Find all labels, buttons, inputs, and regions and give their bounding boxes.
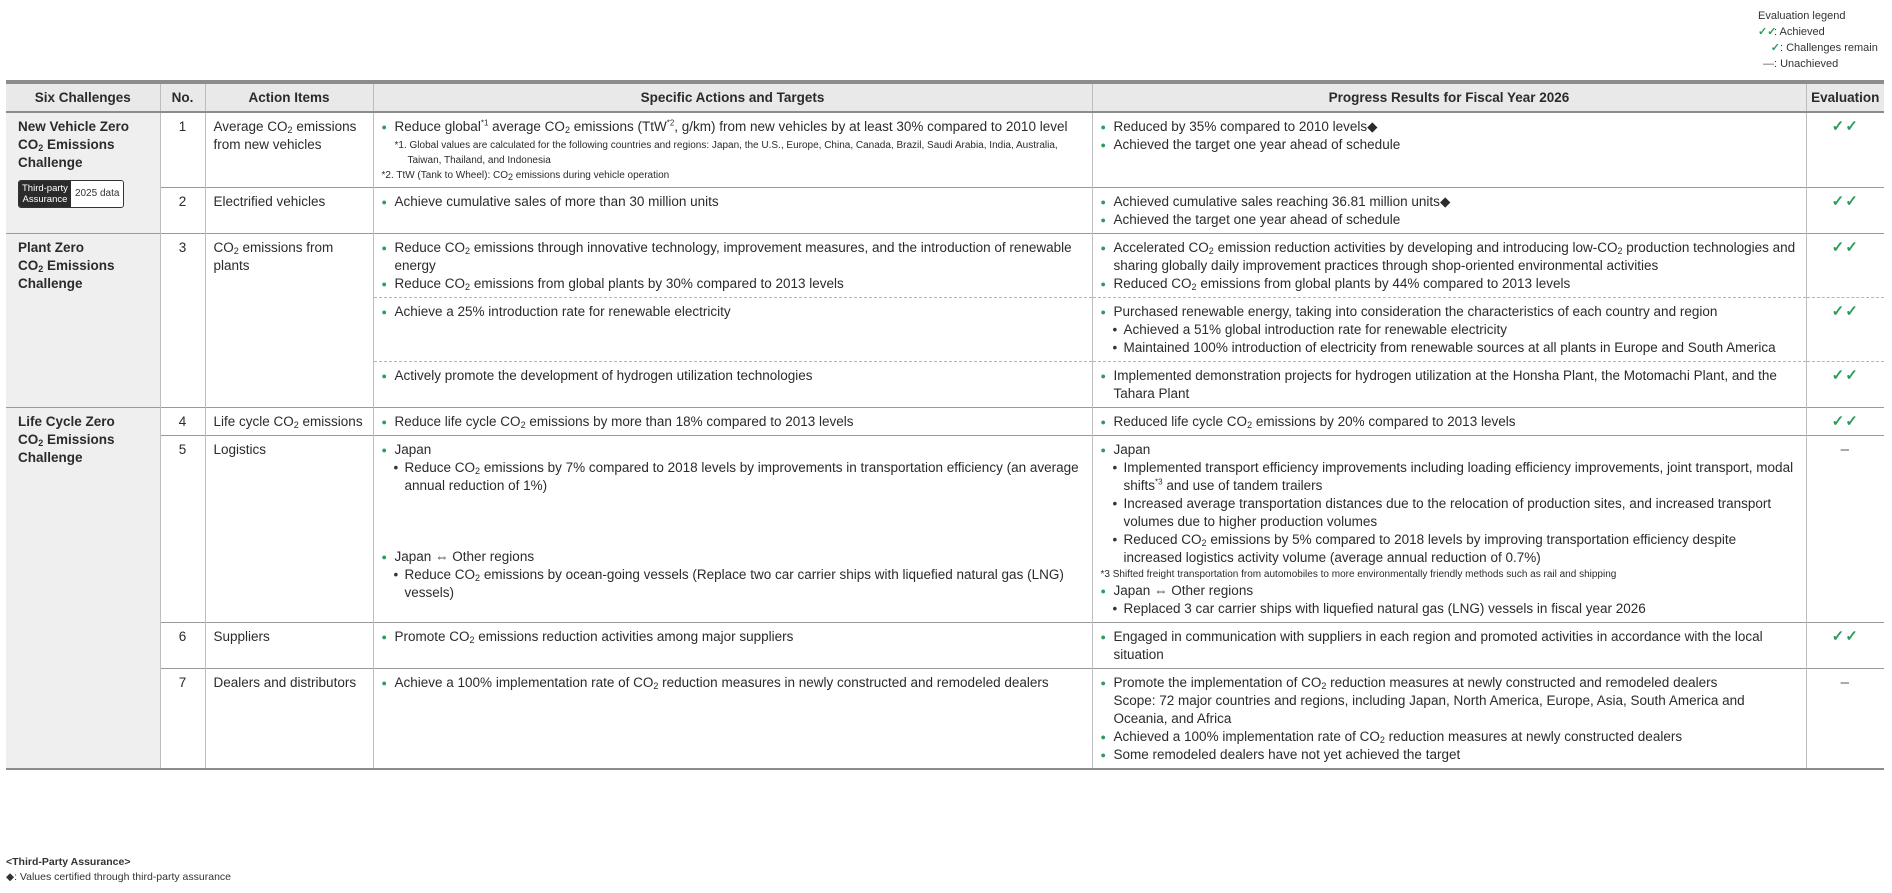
result-bullet: ● Japan [1101, 441, 1798, 459]
text: emissions [298, 414, 363, 429]
evaluation-mark: ✓✓ [1806, 298, 1884, 362]
result-sub-bullet [1101, 531, 1798, 567]
challenge-title-line: Challenge [18, 276, 83, 291]
specific-actions-cell [373, 362, 1092, 408]
subscript: 2 [233, 246, 239, 256]
result-bullet: ● Achieved the target one year ahead of schedule [1101, 211, 1798, 229]
text: Reduce CO [394, 240, 466, 255]
action-item: Suppliers [205, 623, 373, 669]
text: average CO [488, 119, 565, 134]
progress-results-cell [1092, 112, 1806, 188]
header-action-items: Action Items [205, 82, 373, 112]
text: emissions through innovative technology, improvement measures, and the introduction of renewable energy [394, 240, 1072, 273]
text: Achieved a 100% implementation rate of CO [1113, 729, 1380, 744]
result-bullet [1101, 413, 1798, 431]
text: CO [213, 240, 234, 255]
evaluation-mark: ✓✓ [1806, 408, 1884, 436]
footer-title: <Third-Party Assurance> [6, 856, 131, 868]
result-sub-bullet: • Maintained 100% introduction of electricity from renewable sources at all plants in Europe and South America [1101, 339, 1798, 357]
challenge-title-line: CO [18, 258, 39, 273]
specific-actions-cell [373, 623, 1092, 669]
action-item [205, 112, 373, 188]
text: Reduce CO [404, 460, 476, 475]
specific-actions-cell [373, 234, 1092, 298]
result-bullet [1101, 674, 1798, 692]
table-row [6, 669, 1884, 770]
challenge-life-cycle [6, 408, 160, 770]
evaluation-mark: – [1806, 436, 1884, 623]
challenge-title-line: Plant Zero [18, 240, 85, 255]
subscript: 2 [465, 246, 471, 256]
result-sub-bullet: • Replaced 3 car carrier ships with liquefied natural gas (LNG) vessels in fiscal year 2026 [1101, 600, 1798, 618]
specific-actions-cell [373, 436, 1092, 623]
subscript: 2 [475, 573, 481, 583]
evaluation-mark: ✓✓ [1806, 188, 1884, 234]
target-sub-bullet [382, 459, 1084, 495]
action-item [205, 234, 373, 408]
subscript: 2 [1208, 246, 1214, 256]
result-scope: Scope: 72 major countries and regions, including Japan, North America, Europe, Asia, South America and Oceania, and Africa [1113, 693, 1745, 726]
target-bullet: ● Achieve a 25% introduction rate for renewable electricity [382, 303, 1084, 321]
header-no: No. [160, 82, 205, 112]
legend-title: Evaluation legend [1758, 10, 1846, 22]
text: emissions reduction activities among major suppliers [474, 629, 794, 644]
check-icon: ✓ [1770, 42, 1780, 54]
text: Achieved cumulative sales reaching 36.81 million units [1113, 194, 1440, 209]
progress-results-cell [1092, 188, 1806, 234]
table-row [6, 408, 1884, 436]
row-number: 2 [160, 188, 205, 234]
text: Reduced CO [1113, 276, 1192, 291]
text: emissions (TtW [569, 119, 667, 134]
challenge-title-line: Emissions [43, 137, 115, 152]
text: emissions from plants [213, 240, 334, 273]
result-sub-bullet: • Increased average transportation distances due to the relocation of production sites, and increased transport volumes due to higher production volumes [1101, 495, 1798, 531]
legend-row-unachieved [1758, 56, 1878, 72]
action-item: Logistics [205, 436, 373, 623]
evaluation-legend [1758, 8, 1878, 72]
text: *2. TtW (Tank to Wheel): CO [381, 170, 509, 181]
text: emissions from global plants by 30% compared to 2013 levels [470, 276, 844, 291]
target-sub-bullet [382, 566, 1084, 602]
result-bullet [1101, 728, 1798, 746]
row-number: 4 [160, 408, 205, 436]
text: Promote CO [394, 629, 470, 644]
evaluation-mark: ✓✓ [1806, 234, 1884, 298]
table-row [6, 188, 1884, 234]
header-six-challenges: Six Challenges [6, 82, 160, 112]
legend-unachieved-label: : Unachieved [1774, 58, 1839, 70]
challenge-title-line: Emissions [43, 258, 115, 273]
result-bullet [1101, 239, 1798, 275]
text: Implemented transport efficiency improvements including loading efficiency improvements, joint transport, modal shifts [1123, 460, 1794, 493]
legend-achieved-label: : Achieved [1774, 26, 1825, 38]
text: Reduce life cycle CO [394, 414, 521, 429]
result-sub-bullet [1101, 459, 1798, 495]
challenge-title-line: Life Cycle Zero [18, 414, 115, 429]
progress-results-cell [1092, 298, 1806, 362]
superscript: *1 [480, 118, 489, 128]
subscript: 2 [38, 438, 44, 448]
evaluation-mark: – [1806, 669, 1884, 770]
diamond-icon: ◆ [1439, 194, 1451, 209]
text: emissions from global plants by 44% compared to 2013 levels [1196, 276, 1571, 291]
text: emissions from new vehicles [213, 119, 357, 152]
header-progress-results: Progress Results for Fiscal Year 2026 [1092, 82, 1806, 112]
subscript: 2 [1191, 282, 1197, 292]
text: Reduce global [394, 119, 481, 134]
text: emissions by 5% compared to 2018 levels by improving transportation efficiency despite increased logistics activity volume (average annual reduction of 0.7%) [1123, 532, 1737, 565]
challenge-title-line: New Vehicle Zero [18, 119, 130, 134]
text: Life cycle CO [213, 414, 294, 429]
evaluation-mark: ✓✓ [1806, 362, 1884, 408]
target-bullet [382, 628, 1084, 646]
text: , g/km) from new vehicles by at least 30% compared to 2010 level [674, 119, 1068, 134]
target-bullet: ● Japan ⇔ Other regions [382, 548, 1084, 566]
table-header-row [6, 82, 1884, 112]
table-row [6, 112, 1884, 188]
target-bullet [382, 239, 1084, 275]
text: reduction measures at newly constructed and remodeled dealers [1326, 675, 1718, 690]
result-bullet: ● Japan ⇔ Other regions [1101, 582, 1798, 600]
challenge-title-line: CO [18, 137, 39, 152]
row-number: 5 [160, 436, 205, 623]
text: emission reduction activities by developing and introducing low-CO [1213, 240, 1618, 255]
table-row [6, 436, 1884, 623]
action-item: Electrified vehicles [205, 188, 373, 234]
subscript: 2 [465, 282, 471, 292]
subscript: 2 [653, 681, 659, 691]
target-bullet: ● Achieve cumulative sales of more than 30 million units [382, 193, 1084, 211]
progress-results-cell [1092, 623, 1806, 669]
evaluation-mark: ✓✓ [1806, 112, 1884, 188]
row-number: 7 [160, 669, 205, 770]
text: Reduced CO [1123, 532, 1202, 547]
legend-challenges-label: : Challenges remain [1780, 42, 1878, 54]
target-bullet [382, 674, 1084, 692]
badge-label [19, 181, 71, 207]
third-party-assurance-badge [18, 180, 124, 208]
action-item: Dealers and distributors [205, 669, 373, 770]
subscript: 2 [1247, 420, 1253, 430]
footer-notes [6, 855, 231, 885]
text: Average CO [213, 119, 288, 134]
subscript: 2 [520, 420, 526, 430]
target-bullet: ● Japan [382, 441, 1084, 459]
specific-actions-cell [373, 298, 1092, 362]
text: emissions by 7% compared to 2018 levels by improvements in transportation efficiency (an average annual reduction of 1%) [404, 460, 1079, 493]
subscript: 2 [508, 172, 514, 182]
text: Reduced life cycle CO [1113, 414, 1248, 429]
challenge-plant-zero [6, 234, 160, 408]
text: Reduce CO [404, 567, 476, 582]
text: emissions during vehicle operation [513, 170, 670, 181]
subscript: 2 [38, 143, 44, 153]
specific-actions-cell [373, 669, 1092, 770]
progress-results-cell [1092, 408, 1806, 436]
result-bullet: ● Some remodeled dealers have not yet achieved the target [1101, 746, 1798, 764]
text: Achieve a 100% implementation rate of CO [394, 675, 654, 690]
progress-results-cell [1092, 436, 1806, 623]
subscript: 2 [287, 125, 293, 135]
footnote [382, 168, 1084, 183]
result-bullet [1101, 118, 1798, 136]
specific-actions-cell [373, 188, 1092, 234]
action-item [205, 408, 373, 436]
evaluation-mark: ✓✓ [1806, 623, 1884, 669]
badge-label-line: Assurance [22, 194, 68, 205]
legend-row-challenges [1758, 40, 1878, 56]
challenge-new-vehicle [6, 112, 160, 234]
result-bullet [1101, 193, 1798, 211]
target-bullet [382, 275, 1084, 293]
footnote: *3 Shifted freight transportation from automobiles to more environmentally friendly methods such as rail and shipping [1100, 569, 1617, 580]
text: emissions by more than 18% compared to 2013 levels [525, 414, 854, 429]
result-bullet [1101, 275, 1798, 293]
text: Promote the implementation of CO [1113, 675, 1322, 690]
result-bullet: ● Purchased renewable energy, taking into consideration the characteristics of each country and region [1101, 303, 1798, 321]
row-number: 1 [160, 112, 205, 188]
result-bullet: ● Achieved the target one year ahead of schedule [1101, 136, 1798, 154]
subscript: 2 [469, 635, 475, 645]
challenge-title-line: Emissions [43, 432, 115, 447]
text: reduction measures at newly constructed dealers [1384, 729, 1683, 744]
row-number: 6 [160, 623, 205, 669]
badge-label-line: Third-party [22, 183, 68, 194]
table-row [6, 623, 1884, 669]
subscript: 2 [38, 264, 44, 274]
subscript: 2 [1617, 246, 1623, 256]
superscript: *2 [666, 118, 675, 128]
challenge-title-line: CO [18, 432, 39, 447]
table-row [6, 234, 1884, 298]
footnote: *1. Global values are calculated for the following countries and regions: Japan, the U.S., Europe, China, Canada, Brazil, Saudi Arabia, India, Australia, Taiwan, Thailand, and Indonesia [394, 140, 1058, 166]
subscript: 2 [293, 420, 299, 430]
progress-results-cell [1092, 234, 1806, 298]
text: Reduce CO [394, 276, 466, 291]
text: and use of tandem trailers [1162, 478, 1323, 493]
progress-results-cell [1092, 669, 1806, 770]
result-sub-bullet: • Achieved a 51% global introduction rate for renewable electricity [1101, 321, 1798, 339]
text: Reduced by 35% compared to 2010 levels [1113, 119, 1368, 134]
diamond-icon: ◆ [6, 871, 15, 883]
specific-actions-cell [373, 112, 1092, 188]
badge-data-year: 2025 data [71, 181, 124, 207]
result-bullet: ● Engaged in communication with suppliers in each region and promoted activities in accordance with the local situation [1101, 628, 1798, 664]
progress-results-cell [1092, 362, 1806, 408]
double-check-icon: ✓✓ [1758, 26, 1777, 38]
challenges-table [6, 80, 1884, 770]
subscript: 2 [1379, 735, 1385, 745]
text: Accelerated CO [1113, 240, 1209, 255]
subscript: 2 [1321, 681, 1327, 691]
header-evaluation: Evaluation [1806, 82, 1884, 112]
text: emissions by ocean-going vessels (Replace two car carrier ships with liquefied natural gas (LNG) vessels) [404, 567, 1064, 600]
text: reduction measures in newly constructed and remodeled dealers [658, 675, 1049, 690]
subscript: 2 [1201, 538, 1207, 548]
diamond-icon: ◆ [1367, 119, 1378, 134]
header-specific-actions: Specific Actions and Targets [373, 82, 1092, 112]
text: emissions by 20% compared to 2013 levels [1252, 414, 1516, 429]
text: : Values certified through third-party assurance [14, 871, 231, 883]
footer-note [6, 870, 231, 885]
challenge-title-line: Challenge [18, 450, 83, 465]
subscript: 2 [564, 125, 570, 135]
superscript: *3 [1155, 477, 1163, 487]
target-bullet [382, 413, 1084, 431]
row-number: 3 [160, 234, 205, 408]
subscript: 2 [475, 466, 481, 476]
result-bullet: ● Implemented demonstration projects for hydrogen utilization at the Honsha Plant, the Motomachi Plant, and the Tahara Plant [1101, 367, 1798, 403]
target-bullet: ● Actively promote the development of hydrogen utilization technologies [382, 367, 1084, 385]
challenge-title-line: Challenge [18, 155, 83, 170]
text: production technologies and sharing globally daily improvement practices through shop-oriented environmental activities [1113, 240, 1796, 273]
target-bullet [382, 118, 1084, 136]
dash-icon: — [1763, 58, 1774, 70]
legend-row-achieved [1758, 24, 1878, 40]
specific-actions-cell [373, 408, 1092, 436]
